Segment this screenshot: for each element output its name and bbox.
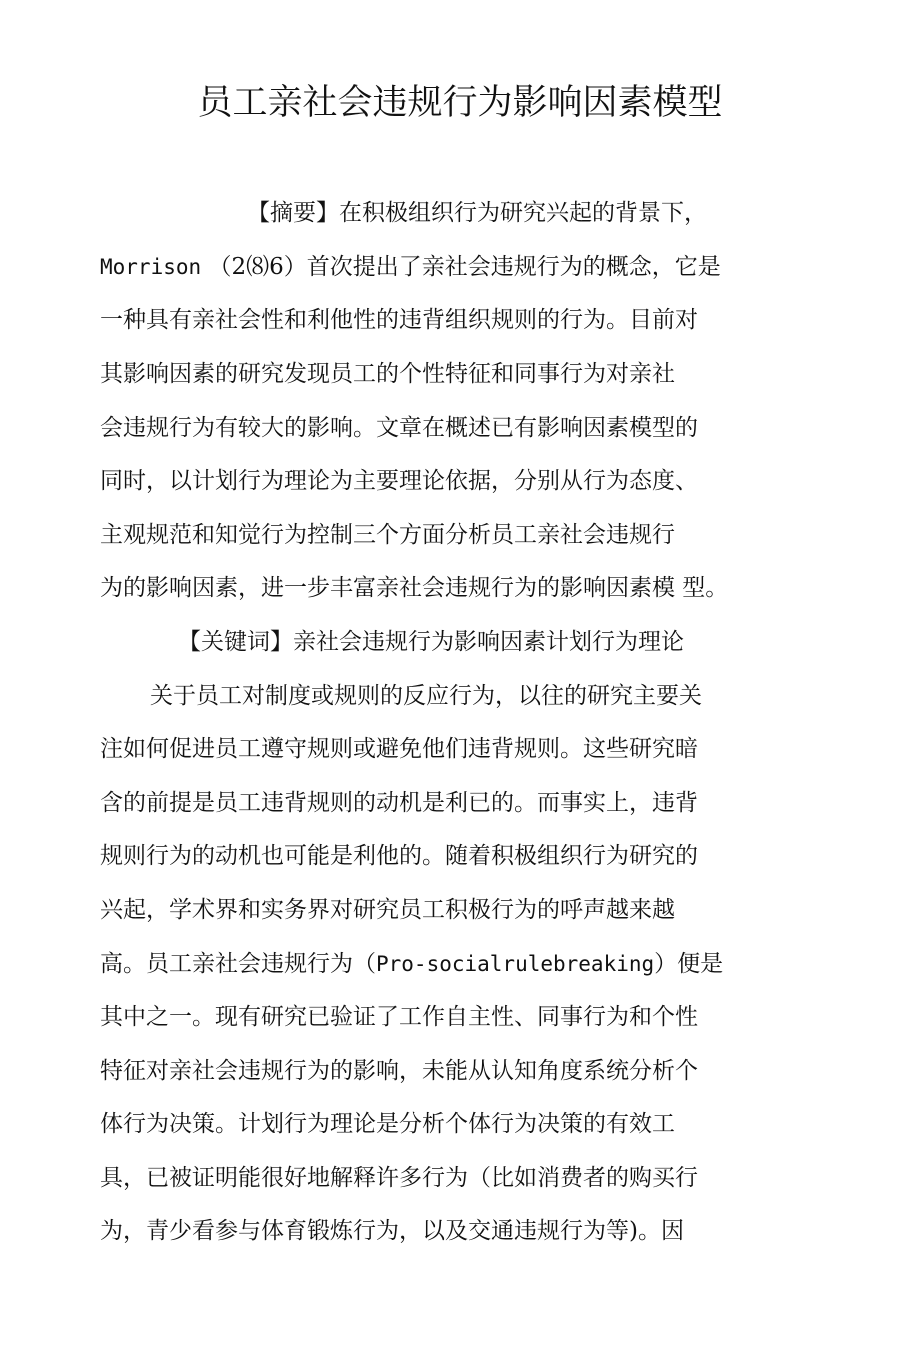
abstract-line: 主观规范和知觉行为控制三个方面分析员工亲社会违规行 — [100, 522, 675, 548]
body-text-line: 体行为决策。计划行为理论是分析个体行为决策的有效工 — [100, 1111, 675, 1137]
body-text-line: 其中之一。现有研究已验证了工作自主性、同事行为和个性 — [100, 1004, 698, 1030]
body-text-line: 特征对亲社会违规行为的影响，未能从认知角度系统分析个 — [100, 1058, 698, 1084]
body-text-line: 关于员工对制度或规则的反应行为，以往的研究主要关 — [150, 683, 702, 709]
body-text-line: 高。员工亲社会违规行为（Pro-socialrulebreaking）便是 — [100, 951, 724, 977]
document-title: 员工亲社会违规行为影响因素模型 — [197, 83, 723, 123]
abstract-line: 同时，以计划行为理论为主要理论依据，分别从行为态度、 — [100, 468, 698, 494]
keywords-line: 【关键词】亲社会违规行为影响因素计划行为理论 — [178, 629, 684, 655]
abstract-line: 为的影响因素，进一步丰富亲社会违规行为的影响因素模 型。 — [100, 575, 729, 601]
abstract-line: 【摘要】在积极组织行为研究兴起的背景下， — [247, 200, 707, 226]
body-text-line: 注如何促进员工遵守规则或避免他们违背规则。这些研究暗 — [100, 736, 698, 762]
abstract-line: 其影响因素的研究发现员工的个性特征和同事行为对亲社 — [100, 361, 675, 387]
body-text-line: 规则行为的动机也可能是利他的。随着积极组织行为研究的 — [100, 843, 698, 869]
body-text-line: 兴起，学术界和实务界对研究员工积极行为的呼声越来越 — [100, 897, 675, 923]
body-text-line: 含的前提是员工违背规则的动机是利已的。而事实上，违背 — [100, 790, 698, 816]
abstract-line: Morrison （2⑻6）首次提出了亲社会违规行为的概念，它是 — [100, 254, 721, 280]
abstract-line: 会违规行为有较大的影响。文章在概述已有影响因素模型的 — [100, 415, 698, 441]
abstract-line: 一种具有亲社会性和利他性的违背组织规则的行为。目前对 — [100, 307, 698, 333]
body-text-line: 具，已被证明能很好地解释许多行为（比如消费者的购买行 — [100, 1165, 698, 1191]
body-text-line: 为，青少看参与体育锻炼行为，以及交通违规行为等)。因 — [100, 1218, 684, 1244]
